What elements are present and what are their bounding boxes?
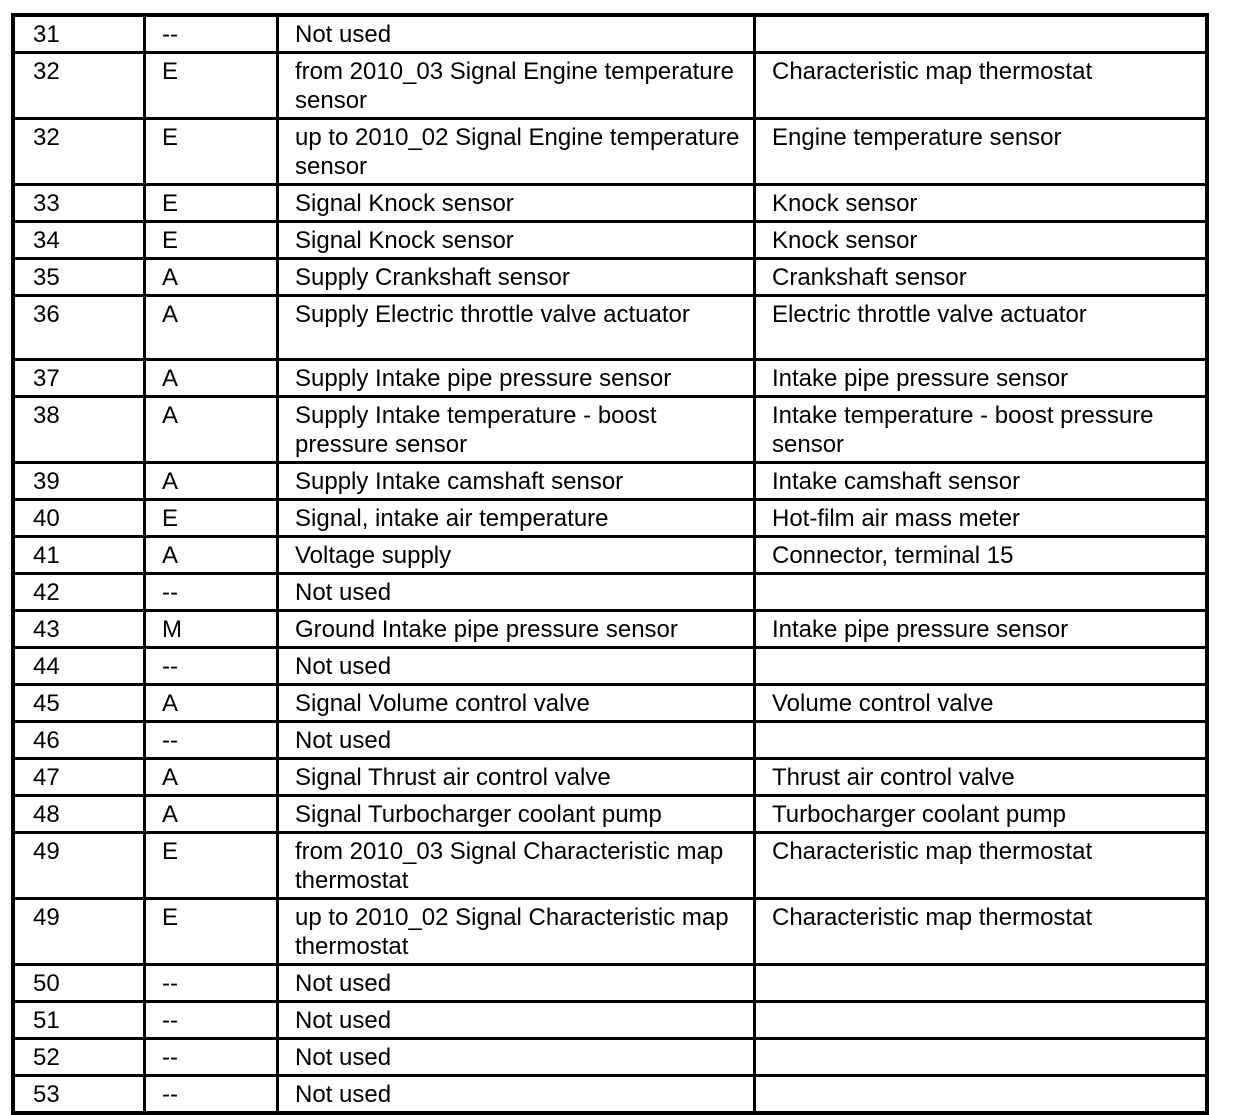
component-cell: Intake pipe pressure sensor xyxy=(755,360,1208,397)
description-cell: Signal, intake air temperature xyxy=(278,500,755,537)
description-cell: Signal Knock sensor xyxy=(278,185,755,222)
description-cell: Supply Electric throttle valve actuator xyxy=(278,296,755,360)
description-cell: Supply Intake pipe pressure sensor xyxy=(278,360,755,397)
table-row xyxy=(13,1002,1207,1039)
pin-cell: 31 xyxy=(13,15,145,53)
description-cell: Not used xyxy=(278,1002,755,1039)
type-cell: A xyxy=(145,259,278,296)
pin-cell: 38 xyxy=(13,397,145,463)
component-cell: Hot-film air mass meter xyxy=(755,500,1208,537)
component-cell: Knock sensor xyxy=(755,185,1208,222)
table-row xyxy=(13,53,1207,119)
type-cell: -- xyxy=(145,15,278,53)
type-cell: -- xyxy=(145,1002,278,1039)
pin-cell: 40 xyxy=(13,500,145,537)
component-cell: Characteristic map thermostat xyxy=(755,833,1208,899)
type-cell: -- xyxy=(145,574,278,611)
pin-cell: 39 xyxy=(13,463,145,500)
table-row xyxy=(13,185,1207,222)
type-cell: A xyxy=(145,759,278,796)
type-cell: A xyxy=(145,685,278,722)
description-cell: Not used xyxy=(278,648,755,685)
pin-cell: 34 xyxy=(13,222,145,259)
component-cell xyxy=(755,965,1208,1002)
component-cell: Engine temperature sensor xyxy=(755,119,1208,185)
component-cell xyxy=(755,1076,1208,1114)
pin-cell: 35 xyxy=(13,259,145,296)
description-cell: up to 2010_02 Signal Engine temperature sensor xyxy=(278,119,755,185)
type-cell: M xyxy=(145,611,278,648)
type-cell: -- xyxy=(145,722,278,759)
type-cell: E xyxy=(145,899,278,965)
type-cell: A xyxy=(145,296,278,360)
component-cell xyxy=(755,722,1208,759)
description-cell: Not used xyxy=(278,965,755,1002)
description-cell: Not used xyxy=(278,722,755,759)
component-cell xyxy=(755,1002,1208,1039)
description-cell: Not used xyxy=(278,1076,755,1114)
component-cell: Connector, terminal 15 xyxy=(755,537,1208,574)
type-cell: A xyxy=(145,796,278,833)
table-row xyxy=(13,574,1207,611)
table-row xyxy=(13,222,1207,259)
table-row xyxy=(13,463,1207,500)
pin-cell: 50 xyxy=(13,965,145,1002)
description-cell: Ground Intake pipe pressure sensor xyxy=(278,611,755,648)
component-cell: Crankshaft sensor xyxy=(755,259,1208,296)
component-cell: Characteristic map thermostat xyxy=(755,899,1208,965)
table-row xyxy=(13,296,1207,360)
table-row xyxy=(13,500,1207,537)
table-row xyxy=(13,648,1207,685)
pin-cell: 45 xyxy=(13,685,145,722)
type-cell: -- xyxy=(145,1076,278,1114)
description-cell: from 2010_03 Signal Engine temperature sensor xyxy=(278,53,755,119)
component-cell xyxy=(755,648,1208,685)
description-cell: Not used xyxy=(278,15,755,53)
table-row xyxy=(13,833,1207,899)
description-cell: Signal Turbocharger coolant pump xyxy=(278,796,755,833)
description-cell: Voltage supply xyxy=(278,537,755,574)
table-row xyxy=(13,899,1207,965)
pin-cell: 32 xyxy=(13,119,145,185)
type-cell: A xyxy=(145,360,278,397)
type-cell: E xyxy=(145,500,278,537)
table-row xyxy=(13,537,1207,574)
pin-cell: 48 xyxy=(13,796,145,833)
pin-cell: 37 xyxy=(13,360,145,397)
table-row xyxy=(13,685,1207,722)
component-cell: Knock sensor xyxy=(755,222,1208,259)
component-cell: Electric throttle valve actuator xyxy=(755,296,1208,360)
description-cell: Signal Volume control valve xyxy=(278,685,755,722)
description-cell: Supply Crankshaft sensor xyxy=(278,259,755,296)
type-cell: A xyxy=(145,537,278,574)
component-cell: Characteristic map thermostat xyxy=(755,53,1208,119)
table-row xyxy=(13,759,1207,796)
type-cell: E xyxy=(145,222,278,259)
pin-cell: 43 xyxy=(13,611,145,648)
component-cell xyxy=(755,1039,1208,1076)
type-cell: A xyxy=(145,397,278,463)
component-cell: Intake temperature - boost pressure sensor xyxy=(755,397,1208,463)
table-row xyxy=(13,611,1207,648)
description-cell: Supply Intake camshaft sensor xyxy=(278,463,755,500)
description-cell: Signal Thrust air control valve xyxy=(278,759,755,796)
type-cell: E xyxy=(145,119,278,185)
type-cell: -- xyxy=(145,965,278,1002)
description-cell: Supply Intake temperature - boost pressure sensor xyxy=(278,397,755,463)
table-body xyxy=(13,15,1207,1113)
component-cell: Intake pipe pressure sensor xyxy=(755,611,1208,648)
type-cell: A xyxy=(145,463,278,500)
table-row xyxy=(13,965,1207,1002)
description-cell: Not used xyxy=(278,1039,755,1076)
component-cell: Turbocharger coolant pump xyxy=(755,796,1208,833)
pin-cell: 53 xyxy=(13,1076,145,1114)
table-row xyxy=(13,259,1207,296)
description-cell: Signal Knock sensor xyxy=(278,222,755,259)
pin-cell: 42 xyxy=(13,574,145,611)
component-cell: Thrust air control valve xyxy=(755,759,1208,796)
component-cell: Volume control valve xyxy=(755,685,1208,722)
table-row xyxy=(13,1039,1207,1076)
table-row xyxy=(13,796,1207,833)
description-cell: Not used xyxy=(278,574,755,611)
component-cell xyxy=(755,15,1208,53)
type-cell: -- xyxy=(145,648,278,685)
table-row xyxy=(13,15,1207,53)
table-row xyxy=(13,722,1207,759)
component-cell: Intake camshaft sensor xyxy=(755,463,1208,500)
pin-cell: 52 xyxy=(13,1039,145,1076)
pin-cell: 33 xyxy=(13,185,145,222)
type-cell: E xyxy=(145,833,278,899)
pin-cell: 44 xyxy=(13,648,145,685)
table-row xyxy=(13,1076,1207,1114)
pin-cell: 49 xyxy=(13,833,145,899)
pin-cell: 41 xyxy=(13,537,145,574)
pin-cell: 32 xyxy=(13,53,145,119)
component-cell xyxy=(755,574,1208,611)
type-cell: -- xyxy=(145,1039,278,1076)
type-cell: E xyxy=(145,53,278,119)
pin-cell: 46 xyxy=(13,722,145,759)
pin-assignment-table xyxy=(11,13,1209,1115)
pin-cell: 51 xyxy=(13,1002,145,1039)
type-cell: E xyxy=(145,185,278,222)
table-row xyxy=(13,119,1207,185)
pin-cell: 47 xyxy=(13,759,145,796)
pin-cell: 49 xyxy=(13,899,145,965)
table-row xyxy=(13,397,1207,463)
table-row xyxy=(13,360,1207,397)
description-cell: from 2010_03 Signal Characteristic map thermostat xyxy=(278,833,755,899)
pin-cell: 36 xyxy=(13,296,145,360)
description-cell: up to 2010_02 Signal Characteristic map thermostat xyxy=(278,899,755,965)
